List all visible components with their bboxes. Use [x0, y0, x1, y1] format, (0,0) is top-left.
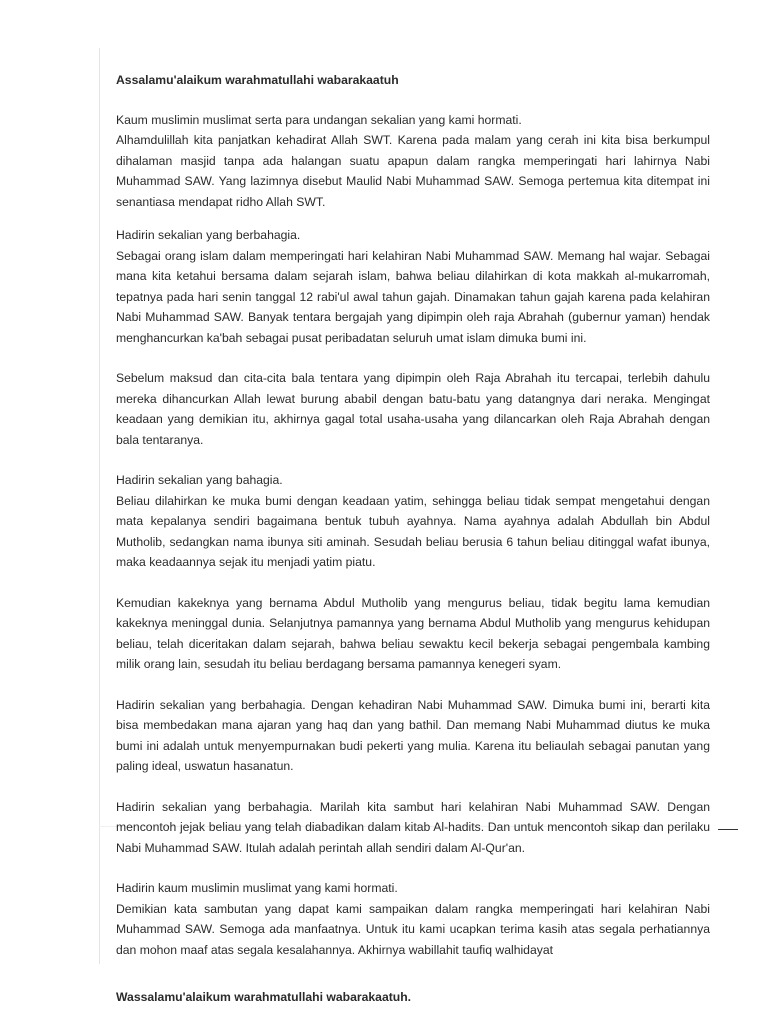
paragraph-line: Hadirin sekalian yang berbahagia.	[116, 228, 301, 242]
paragraph-line: Hadirin sekalian yang bahagia.	[116, 473, 283, 487]
speech-document	[116, 70, 710, 1008]
paragraph-line: Hadirin kaum muslimin muslimat yang kami hormati.	[116, 881, 398, 895]
paragraph: Hadirin sekalian yang berbahagia. Dengan kehadiran Nabi Muhammad SAW. Dimuka bumi ini, berarti kita bisa membedakan mana ajaran yang haq dan yang bathil. Dan memang Nabi Muhammad diutus ke muka bumi ini adalah untuk menyempurnakan budi pekerti yang mulia. Karena itu beliaulah sebagai panutan yang paling ideal, uswatun hasanatun.	[116, 697, 710, 773]
paragraph: Demikian kata sambutan yang dapat kami sampaikan dalam rangka memperingati hari kelahiran Nabi Muhammad SAW. Semoga ada manfaatnya. Untuk itu kami ucapkan terima kasih atas segala perhatiannya dan mohon maaf atas segala kesalahannya. Akhirnya wabillahit taufiq walhidayat	[116, 901, 710, 957]
opening-greeting: Assalamu'alaikum warahmatullahi wabarakaatuh	[116, 73, 399, 87]
paragraph: Sebagai orang islam dalam memperingati hari kelahiran Nabi Muhammad SAW. Memang hal wajar. Sebagai mana kita ketahui bersama dalam sejarah islam, bahwa beliau dilahirkan di kota makkah al-mukarromah, tepatnya pada hari senin tanggal 12 rabi'ul awal tahun gajah. Dinamakan tahun gajah karena pada kelahiran Nabi Muhammad SAW. Banyak tentara bergajah yang dipimpin oleh raja Abrahah (gubernur yaman) hendak menghancurkan ka'bah sebagai pusat peribadatan seluruh umat islam dimuka bumi ini.	[116, 248, 710, 345]
paragraph: Kemudian kakeknya yang bernama Abdul Mutholib yang mengurus beliau, tidak begitu lama kemudian kakeknya meninggal dunia. Selanjutnya pamannya yang bernama Abdul Mutholib yang mengurus kehidupan beliau, telah diceritakan dalam sejarah, bahwa beliau sewaktu kecil bekerja sebagai pengembala kambing milik orang lain, sesudah itu beliau berdagang bersama pamannya kenegeri syam.	[116, 595, 710, 671]
margin-dash-mark	[718, 829, 738, 830]
paragraph: Sebelum maksud dan cita-cita bala tentara yang dipimpin oleh Raja Abrahah itu tercapai, terlebih dahulu mereka dihancurkan Allah lewat burung ababil dengan batu-batu yang datangnya dari neraka. Mengingat keadaan yang demikian itu, akhirnya gagal total usaha-usaha yang dilancarkan oleh Raja Abrahah dengan bala tentaranya.	[116, 371, 710, 447]
paragraph: Hadirin sekalian yang berbahagia. Marilah kita sambut hari kelahiran Nabi Muhammad SAW. Dengan mencontoh jejak beliau yang telah diabadikan dalam kitab Al-hadits. Dan untuk mencontoh sikap dan perilaku Nabi Muhammad SAW. Itulah adalah perintah allah sendiri dalam Al-Qur'an.	[116, 799, 710, 855]
paragraph-line: Kaum muslimin muslimat serta para undangan sekalian yang kami hormati.	[116, 112, 522, 127]
paragraph: Alhamdulillah kita panjatkan kehadirat Allah SWT. Karena pada malam yang cerah ini kita bisa berkumpul dihalaman masjid tanpa ada halangan suatu apapun dalam rangka memperingati hari lahirnya Nabi Muhammad SAW. Yang lazimnya disebut Maulid Nabi Muhammad SAW. Semoga pertemua kita ditempat ini senantiasa mendapat ridho Allah SWT.	[116, 133, 710, 209]
paragraph: Beliau dilahirkan ke muka bumi dengan keadaan yatim, sehingga beliau tidak sempat mengetahui dengan mata kepalanya sendiri bagaimana bentuk tubuh ayahnya. Nama ayahnya adalah Abdullah bin Abdul Mutholib, sedangkan nama ibunya siti aminah. Sesudah beliau berusia 6 tahun beliau ditinggal wafat ibunya, maka keadaannya sejak itu menjadi yatim piatu.	[116, 493, 710, 569]
closing-greeting: Wassalamu'alaikum warahmatullahi wabarakaatuh.	[116, 990, 412, 1004]
